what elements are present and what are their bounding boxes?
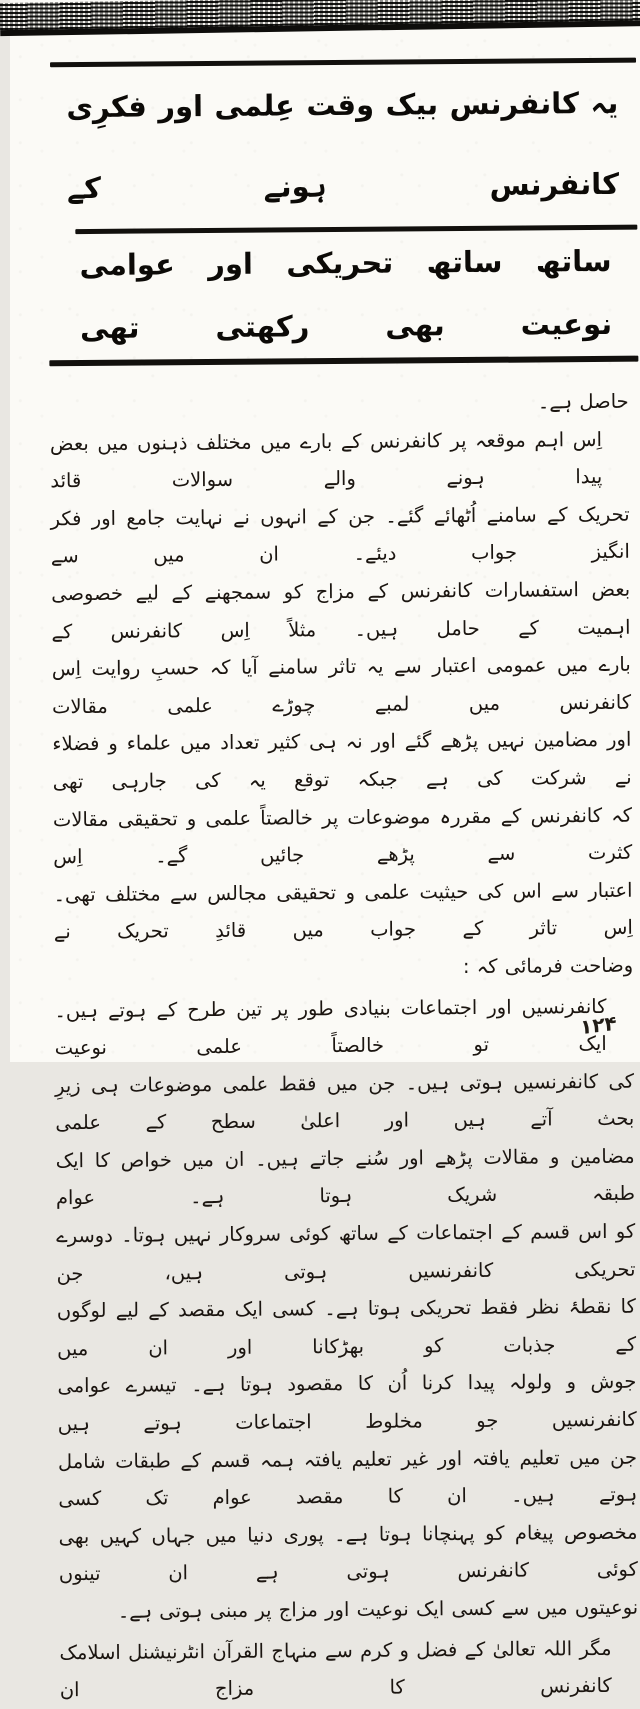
text-line: وضاحت فرمائی کہ : [462, 953, 634, 978]
text-line: مضامین و مقالات پڑھے اور سُنے جاتے ہیں۔ ان میں خواص کا ایک طبقہ شریک ہوتا ہے۔ عوام [55, 1144, 636, 1210]
text-line: اور مضامین نہیں پڑھے گئے اور نہ ہی کثیر تعداد میں علماء و فضلاء نے شرکت کی ہے جبکہ توقع یہ کی جارہی تھی [52, 728, 632, 794]
text-line: اعتبار سے اس کی حیثیت علمی و تحقیقی مجالس سے مختلف تھی۔ اِس تاثر کے جواب میں قائدِ تحریک نے [53, 878, 633, 944]
text-line: بعض استفسارات کانفرنس کے مزاج کو سمجھنے کے لیے خصوصی اہمیت کے حامل ہیں۔ مثلاً اِس کانفرنس کے [51, 577, 631, 643]
body-text-block [50, 383, 639, 1709]
text-line: کانفرنسیں اور اجتماعات بنیادی طور پر تین طرح کے ہوتے ہیں۔ ایک تو خالصتاً علمی نوعیت [54, 994, 607, 1060]
text-line: جوش و ولولہ پیدا کرنا اُن کا مقصود ہوتا ہے۔ تیسرے عوامی کانفرنسیں جو مخلوط اجتماعات ہوتے ہیں [57, 1370, 637, 1436]
text-line: مگر اللہ تعالیٰ کے فضل و کرم سے منہاج القرآن انٹرنیشنل اسلامک کانفرنس کا مزاج ان [59, 1636, 612, 1702]
text-line: کی کانفرنسیں ہوتی ہیں۔ جن میں فقط علمی موضوعات ہی زیرِ بحث آتے ہیں اور اعلیٰ سطح کے علمی [54, 1069, 635, 1135]
text-line: کہ کانفرنس کے مقررہ موضوعات پر خالصتاً علمی و تحقیقی مقالات کثرت سے پڑھے جائیں گے۔ اِس [52, 803, 633, 869]
text-line: جن میں تعلیم یافتہ اور غیر تعلیم یافتہ ہمہ قسم کے طبقات شامل ہوتے ہیں۔ ان کا مقصد عوام تک کسی [57, 1445, 638, 1511]
text-line: نوعیتوں میں سے کسی ایک نوعیت اور مزاج پر مبنی ہوتی ہے۔ [117, 1595, 639, 1623]
text-line: بارے میں عمومی اعتبار سے یہ تاثر سامنے آیا کہ حسبِ روایت اِس کانفرنس میں لمبے چوڑے علمی مقالات [51, 652, 632, 719]
chapter-heading-box [44, 58, 638, 367]
page-content [44, 58, 640, 1709]
text-line: کا نقطۂ نظر فقط تحریکی ہوتا ہے۔ کسی ایک مقصد کے لیے لوگوں کے جذبات کو بھڑکانا اور ان میں [56, 1294, 637, 1361]
text-line: مخصوص پیغام کو پہنچانا ہوتا ہے۔ پوری دنیا میں جہاں کہیں بھی کوئی کانفرنس ہوتی ہے ان تینوں [58, 1520, 638, 1586]
heading-line-1: یہ کانفرنس بیک وقت عِلمی اور فکرِی کانفرنس ہونے کے [66, 85, 620, 206]
page-number: ۱۲۴ [580, 1010, 618, 1040]
text-line: اِس اہم موقعہ پر کانفرنس کے بارے میں مختلف ذہنوں میں بعض پیدا ہونے والے سوالات قائد [49, 427, 603, 493]
text-line: حاصل ہے۔ [537, 389, 629, 414]
text-line: کو اس قسم کے اجتماعات کے ساتھ کوئی سروکار نہیں ہوتا۔ دوسرے تحریکی کانفرنسیں ہوتی ہیں، جن [56, 1219, 636, 1285]
text-line: تحریک کے سامنے اُٹھائے گئے۔ جن کے انہوں نے نہایت جامع اور فکر انگیز جواب دیئے۔ ان میں سے [50, 502, 630, 568]
heading-line-2: ساتھ ساتھ تحریکی اور عوامی نوعیت بھی رکھتی تھی [79, 243, 613, 346]
scan-edge-halftone-band [0, 0, 640, 36]
scanned-book-page [10, 0, 640, 1702]
